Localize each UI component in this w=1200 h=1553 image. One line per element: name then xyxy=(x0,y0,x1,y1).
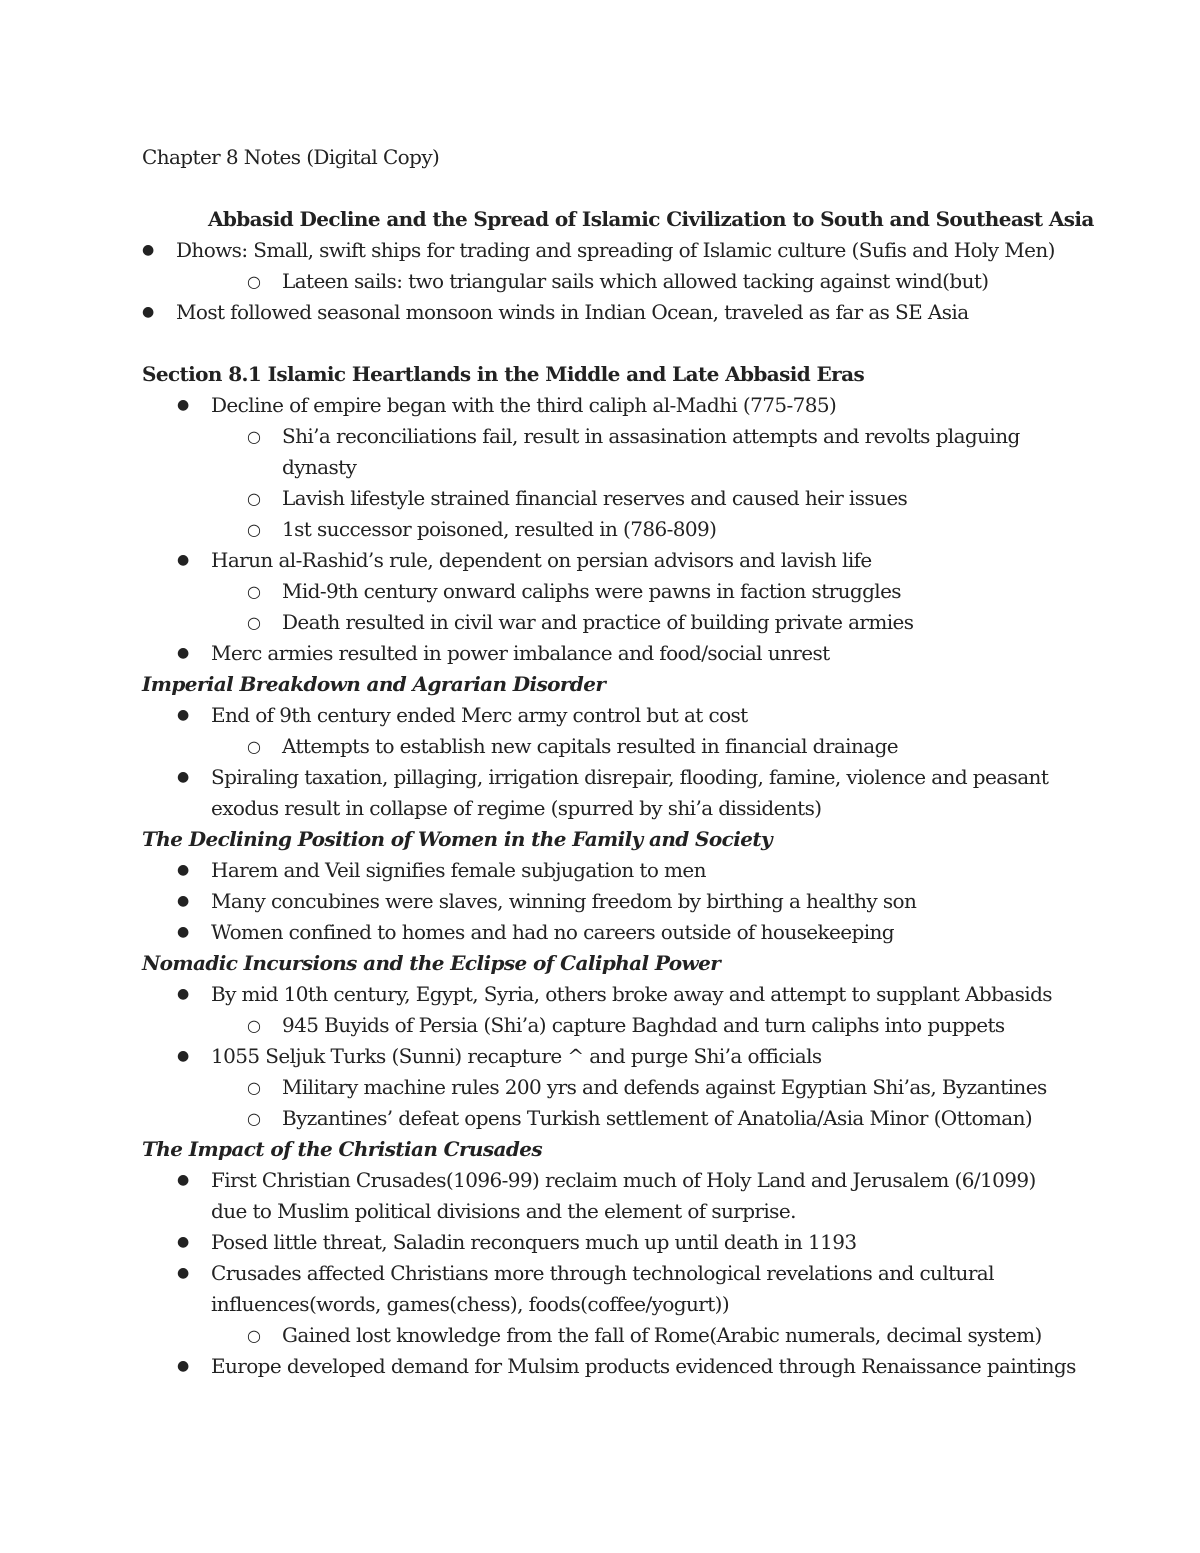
bullet-text: 1055 Seljuk Turks (Sunni) recapture ^ and purge Shi’a officials xyxy=(211,1044,822,1068)
bullet-text: Dhows: Small, swift ships for trading and spreading of Islamic culture (Sufis and Holy Men) xyxy=(176,238,1055,262)
subsection-heading: Imperial Breakdown and Agrarian Disorder xyxy=(142,672,606,696)
list-item xyxy=(142,855,1142,886)
list-item xyxy=(142,545,1142,576)
bullet-text: Spiraling taxation, pillaging, irrigation disrepair, flooding, famine, violence and peasant xyxy=(211,765,1049,789)
bullet-icon: ● xyxy=(177,552,189,568)
bullet-text: Byzantines’ defeat opens Turkish settlement of Anatolia/Asia Minor (Ottoman) xyxy=(282,1106,1033,1130)
list-item xyxy=(142,886,1142,917)
bullet-text: 945 Buyids of Persia (Shi’a) capture Baghdad and turn caliphs into puppets xyxy=(282,1013,1005,1037)
bullet-text: Harem and Veil signifies female subjugation to men xyxy=(211,858,706,882)
document-content xyxy=(142,142,1142,1382)
bullet-icon: ● xyxy=(177,1048,189,1064)
subsection-heading: The Impact of the Christian Crusades xyxy=(142,1137,543,1161)
list-item xyxy=(142,483,1142,514)
bullet-text: Mid-9th century onward caliphs were pawns in faction struggles xyxy=(282,579,901,603)
list-item xyxy=(142,1227,1142,1258)
sub-bullet-icon: ○ xyxy=(247,582,261,601)
spacer xyxy=(142,328,1142,359)
bullet-text: 1st successor poisoned, resulted in (786-809) xyxy=(282,517,717,541)
bullet-icon: ● xyxy=(142,242,154,258)
sub-bullet-icon: ○ xyxy=(247,427,261,446)
list-item xyxy=(142,1258,1142,1289)
list-item xyxy=(142,700,1142,731)
bullet-icon: ● xyxy=(177,893,189,909)
bullet-text-continuation: due to Muslim political divisions and the element of surprise. xyxy=(211,1199,796,1223)
bullet-text: First Christian Crusades(1096-99) reclaim much of Holy Land and Jerusalem (6/1099) xyxy=(211,1168,1036,1192)
bullet-text: Most followed seasonal monsoon winds in Indian Ocean, traveled as far as SE Asia xyxy=(176,300,969,324)
list-item xyxy=(142,514,1142,545)
bullet-text: Posed little threat, Saladin reconquers much up until death in 1193 xyxy=(211,1230,857,1254)
list-item xyxy=(142,235,1142,266)
bullet-text: Lateen sails: two triangular sails which allowed tacking against wind(but) xyxy=(282,269,989,293)
bullet-icon: ● xyxy=(177,1265,189,1281)
list-item xyxy=(142,607,1142,638)
bullet-icon: ● xyxy=(177,397,189,413)
list-item xyxy=(142,1351,1142,1382)
bullet-text: By mid 10th century, Egypt, Syria, others broke away and attempt to supplant Abbasids xyxy=(211,982,1052,1006)
bullet-icon: ● xyxy=(177,769,189,785)
section-heading: Section 8.1 Islamic Heartlands in the Middle and Late Abbasid Eras xyxy=(142,362,865,386)
bullet-text-continuation: exodus result in collapse of regime (spurred by shi’a dissidents) xyxy=(211,796,822,820)
sub-bullet-icon: ○ xyxy=(247,1078,261,1097)
list-item xyxy=(142,1320,1142,1351)
list-item xyxy=(142,731,1142,762)
bullet-text: Shi’a reconciliations fail, result in assasination attempts and revolts plaguing xyxy=(282,424,1020,448)
bullet-icon: ● xyxy=(177,1172,189,1188)
bullet-icon: ● xyxy=(177,862,189,878)
bullet-icon: ● xyxy=(177,645,189,661)
bullet-icon: ● xyxy=(177,924,189,940)
list-item xyxy=(142,979,1142,1010)
bullet-text: Europe developed demand for Mulsim products evidenced through Renaissance paintings xyxy=(211,1354,1076,1378)
spacer xyxy=(142,173,1142,204)
subsection-heading: The Declining Position of Women in the Family and Society xyxy=(142,827,772,851)
list-item xyxy=(142,421,1142,452)
bullet-text: Harun al-Rashid’s rule, dependent on persian advisors and lavish life xyxy=(211,548,872,572)
list-item xyxy=(142,1041,1142,1072)
bullet-text: Attempts to establish new capitals resulted in financial drainage xyxy=(282,734,899,758)
bullet-text: Gained lost knowledge from the fall of Rome(Arabic numerals, decimal system) xyxy=(282,1323,1042,1347)
sub-bullet-icon: ○ xyxy=(247,613,261,632)
sub-bullet-icon: ○ xyxy=(247,489,261,508)
list-item xyxy=(142,1072,1142,1103)
sub-bullet-icon: ○ xyxy=(247,737,261,756)
bullet-text: Lavish lifestyle strained financial reserves and caused heir issues xyxy=(282,486,908,510)
list-item xyxy=(142,762,1142,793)
bullet-text: Merc armies resulted in power imbalance and food/social unrest xyxy=(211,641,830,665)
bullet-icon: ● xyxy=(177,1358,189,1374)
sub-bullet-icon: ○ xyxy=(247,1109,261,1128)
bullet-icon: ● xyxy=(142,304,154,320)
bullet-text: Women confined to homes and had no careers outside of housekeeping xyxy=(211,920,894,944)
sub-bullet-icon: ○ xyxy=(247,520,261,539)
bullet-text: Decline of empire began with the third caliph al-Madhi (775-785) xyxy=(211,393,837,417)
bullet-icon: ● xyxy=(177,707,189,723)
sub-bullet-icon: ○ xyxy=(247,1016,261,1035)
bullet-text: Military machine rules 200 yrs and defends against Egyptian Shi’as, Byzantines xyxy=(282,1075,1047,1099)
sub-bullet-icon: ○ xyxy=(247,1326,261,1345)
list-item xyxy=(142,297,1142,328)
document-title: Chapter 8 Notes (Digital Copy) xyxy=(142,145,440,169)
list-item xyxy=(142,1010,1142,1041)
list-item xyxy=(142,1165,1142,1196)
bullet-text: End of 9th century ended Merc army control but at cost xyxy=(211,703,748,727)
list-item xyxy=(142,266,1142,297)
list-item xyxy=(142,1103,1142,1134)
subsection-heading: Nomadic Incursions and the Eclipse of Caliphal Power xyxy=(142,951,721,975)
bullet-icon: ● xyxy=(177,986,189,1002)
intro-heading: Abbasid Decline and the Spread of Islamic Civilization to South and Southeast Asia xyxy=(208,207,1094,231)
list-item xyxy=(142,390,1142,421)
bullet-text: Death resulted in civil war and practice of building private armies xyxy=(282,610,914,634)
bullet-text: Crusades affected Christians more through technological revelations and cultural xyxy=(211,1261,994,1285)
sub-bullet-icon: ○ xyxy=(247,272,261,291)
list-item xyxy=(142,576,1142,607)
list-item xyxy=(142,638,1142,669)
bullet-icon: ● xyxy=(177,1234,189,1250)
bullet-text-continuation: influences(words, games(chess), foods(coffee/yogurt)) xyxy=(211,1292,730,1316)
bullet-text-continuation: dynasty xyxy=(282,455,357,479)
list-item xyxy=(142,917,1142,948)
bullet-text: Many concubines were slaves, winning freedom by birthing a healthy son xyxy=(211,889,917,913)
